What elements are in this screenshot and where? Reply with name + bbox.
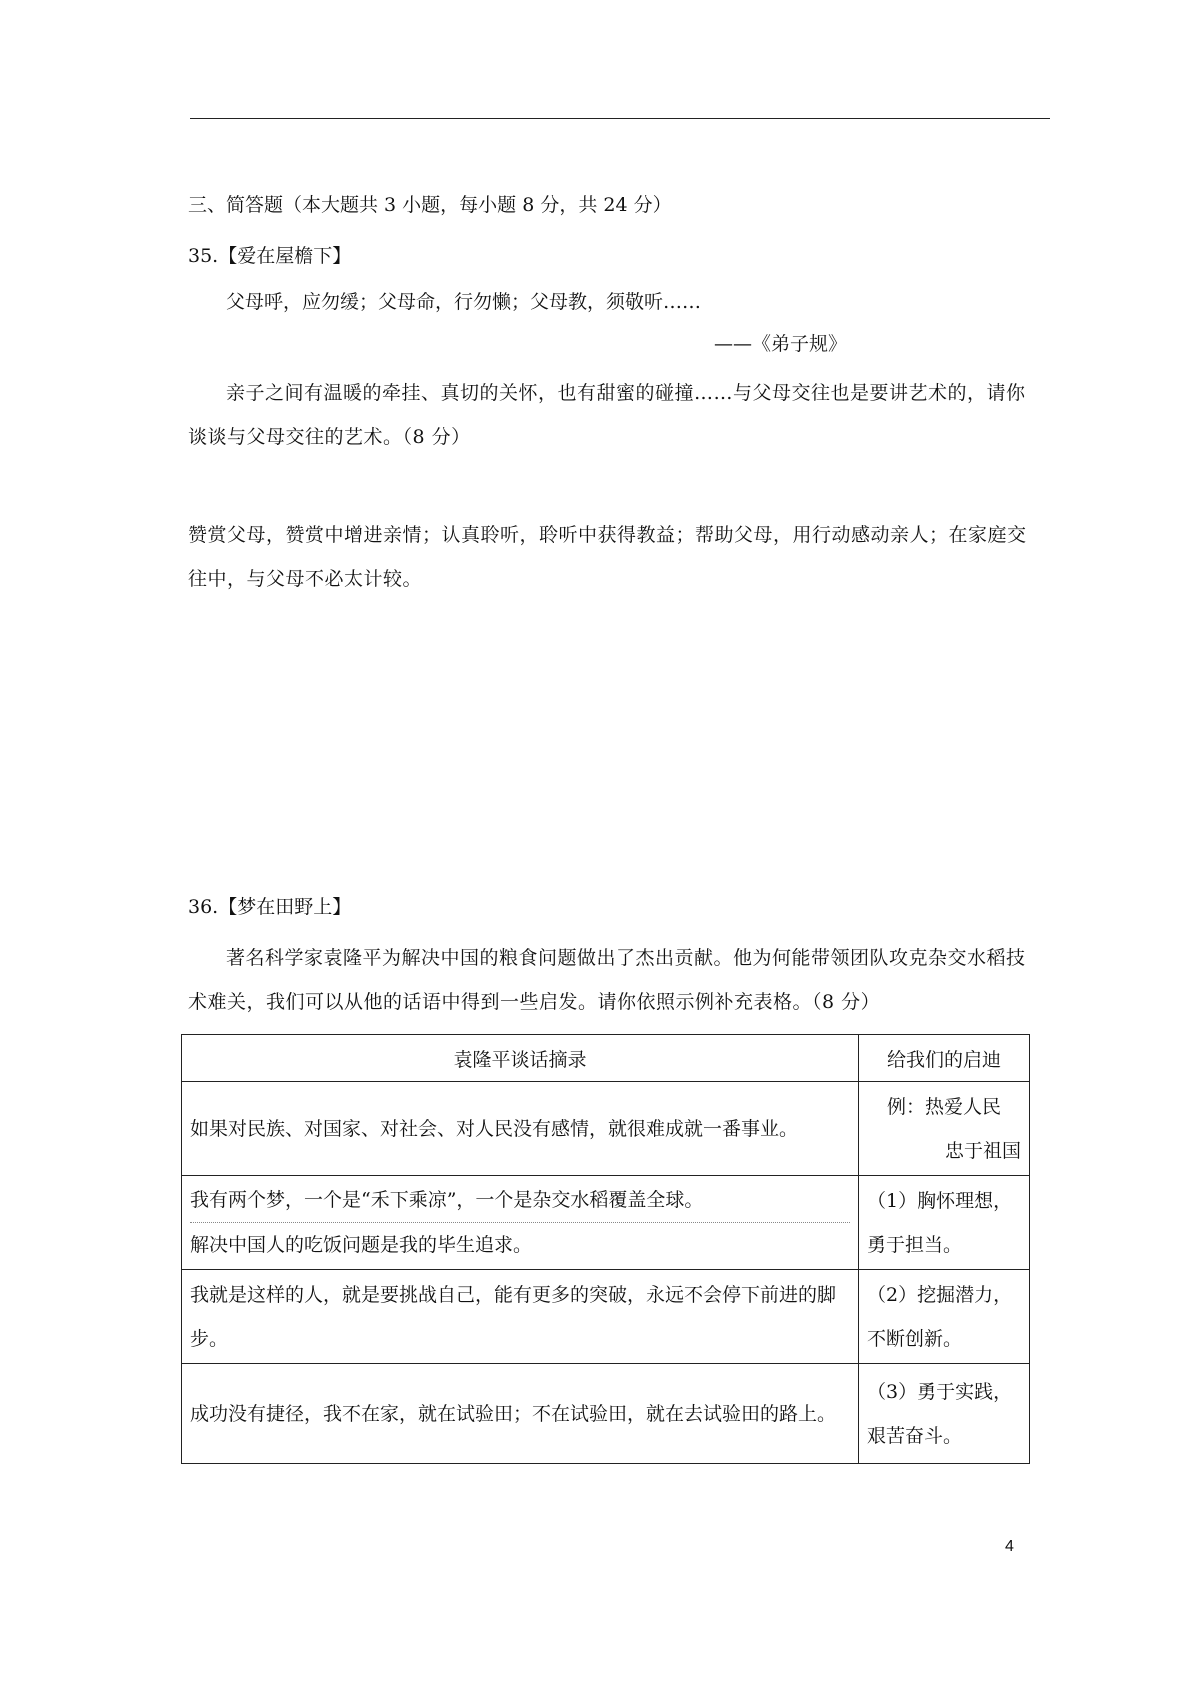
quote-cell <box>182 1176 859 1270</box>
insight-line: 例：热爱人民 <box>886 1095 1001 1118</box>
header-rule <box>190 118 1050 119</box>
q35-title: 35.【爱在屋檐下】 <box>188 245 352 267</box>
quote-cell: 我就是这样的人，就是要挑战自己，能有更多的突破，永远不会停下前进的脚步。 <box>182 1270 859 1364</box>
header-quote: 袁隆平谈话摘录 <box>182 1035 859 1082</box>
table-row <box>182 1270 1030 1364</box>
insight-line: （2）挖掘潜力， <box>867 1283 1013 1306</box>
insight-cell <box>859 1176 1030 1270</box>
quote-cell <box>182 1364 859 1464</box>
table-row <box>182 1176 1030 1270</box>
insight-line: 忠于祖国 <box>944 1139 1021 1162</box>
insight-cell <box>859 1082 1030 1176</box>
page-number: 4 <box>1005 1538 1014 1555</box>
insight-cell <box>859 1270 1030 1364</box>
insight-line: 艰苦奋斗。 <box>867 1424 963 1447</box>
insight-line: （3）勇于实践， <box>867 1380 1013 1403</box>
table-row <box>182 1364 1030 1464</box>
quote-line: 我有两个梦，一个是“禾下乘凉”，一个是杂交水稻覆盖全球。 <box>190 1178 850 1223</box>
q35-answer: 赞赏父母，赞赏中增进亲情；认真聆听，聆听中获得教益；帮助父母，用行动感动亲人；在家庭交往中，与父母不必太计较。 <box>188 524 1027 590</box>
section-heading: 三、简答题（本大题共 3 小题，每小题 8 分，共 24 分） <box>188 194 672 216</box>
quote-line: 解决中国人的吃饭问题是我的毕生追求。 <box>190 1234 533 1256</box>
insight-cell <box>859 1364 1030 1464</box>
q35-source: ——《弟子规》 <box>714 333 848 355</box>
quote-line: 如果对民族、对国家、对社会、对人民没有感情，就很难成就一番事业。 <box>190 1117 799 1140</box>
table-header-row <box>182 1035 1030 1082</box>
q35-prompt: 亲子之间有温暖的牵挂、真切的关怀，也有甜蜜的碰撞……与父母交往也是要讲艺术的，请你谈谈与父母交往的艺术。（8 分） <box>188 382 1026 448</box>
table-row <box>182 1082 1030 1176</box>
header-insight: 给我们的启迪 <box>859 1035 1030 1082</box>
insight-table <box>181 1034 1030 1464</box>
q36-prompt: 著名科学家袁隆平为解决中国的粮食问题做出了杰出贡献。他为何能带领团队攻克杂交水稻技术难关，我们可以从他的话语中得到一些启发。请你依照示例补充表格。（8 分） <box>188 947 1026 1013</box>
insight-line: 不断创新。 <box>867 1327 963 1350</box>
insight-line: （1）胸怀理想， <box>867 1189 1013 1212</box>
insight-line: 勇于担当。 <box>867 1233 963 1256</box>
q36-title: 36.【梦在田野上】 <box>188 896 352 918</box>
q35-quote: 父母呼，应勿缓；父母命，行勿懒；父母教，须敬听…… <box>226 291 702 313</box>
quote-line: 成功没有捷径，我不在家，就在试验田；不在试验田，就在去试验田的路上。 <box>190 1402 837 1425</box>
quote-cell <box>182 1082 859 1176</box>
